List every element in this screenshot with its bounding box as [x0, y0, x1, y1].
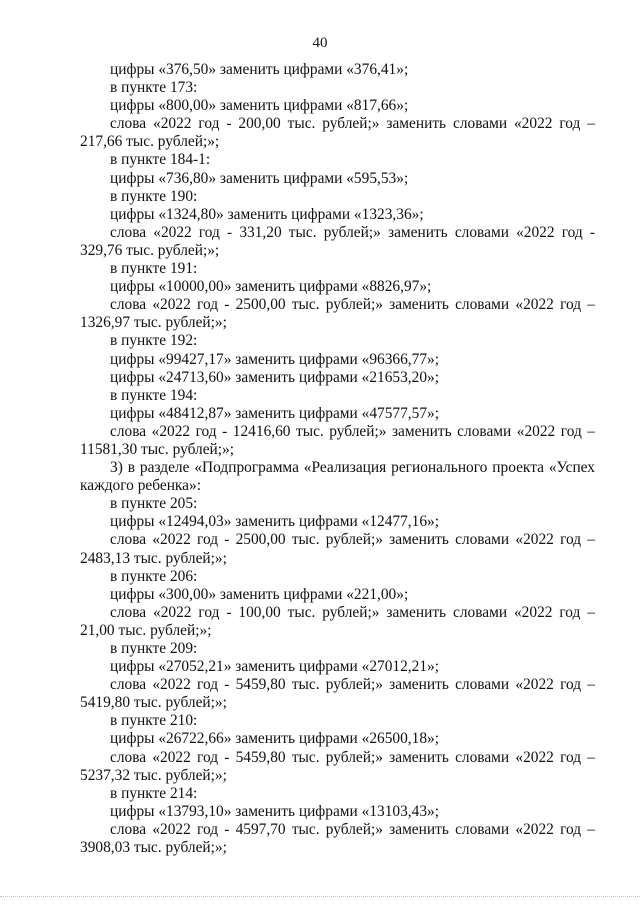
document-line: 3908,03 тыс. рублей;»;	[80, 839, 227, 857]
document-line: 5419,80 тыс. рублей;»;	[80, 694, 227, 712]
document-line: в пункте 184-1:	[110, 151, 211, 169]
document-line: 2483,13 тыс. рублей;»;	[80, 549, 227, 567]
document-line: слова «2022 год - 12416,60 тыс. рублей;» заменить словами «2022 год –	[110, 422, 595, 440]
document-line: цифры «800,00» заменить цифрами «817,66»;	[110, 97, 409, 115]
document-line: в пункте 190:	[110, 187, 198, 205]
document-line: в пункте 194:	[110, 386, 198, 404]
document-line: цифры «736,80» заменить цифрами «595,53»;	[110, 169, 409, 187]
document-line: в пункте 206:	[110, 567, 198, 585]
document-line: 217,66 тыс. рублей;»;	[80, 133, 220, 151]
document-line: в пункте 214:	[110, 784, 198, 802]
document-line: цифры «10000,00» заменить цифрами «8826,97»;	[110, 278, 432, 296]
document-line: цифры «48412,87» заменить цифрами «47577,57»;	[110, 404, 440, 422]
document-line: слова «2022 год - 4597,70 тыс. рублей;» заменить словами «2022 год –	[110, 820, 595, 838]
document-line: слова «2022 год - 200,00 тыс. рублей;» заменить словами «2022 год –	[110, 115, 595, 133]
document-line: цифры «26722,66» заменить цифрами «26500,18»;	[110, 730, 440, 748]
document-line: 1326,97 тыс. рублей;»;	[80, 314, 227, 332]
document-line: в пункте 191:	[110, 260, 198, 278]
document-line: 21,00 тыс. рублей;»;	[80, 621, 212, 639]
document-body	[80, 61, 595, 857]
document-line: в пункте 173:	[110, 79, 198, 97]
document-line: в пункте 210:	[110, 712, 198, 730]
document-line: цифры «12494,03» заменить цифрами «12477,16»;	[110, 513, 440, 531]
document-line: в пункте 205:	[110, 495, 198, 513]
document-line: слова «2022 год - 5459,80 тыс. рублей;» заменить словами «2022 год –	[110, 676, 595, 694]
document-line: в пункте 209:	[110, 640, 198, 657]
document-line: 5237,32 тыс. рублей;»;	[80, 766, 227, 784]
document-line: цифры «24713,60» заменить цифрами «21653,20»;	[110, 368, 440, 386]
document-line: в пункте 192:	[110, 332, 198, 350]
document-line: слова «2022 год - 100,00 тыс. рублей;» заменить словами «2022 год –	[110, 603, 595, 621]
document-line: 3) в разделе «Подпрограмма «Реализация регионального проекта «Успех	[110, 459, 595, 477]
document-line: 329,76 тыс. рублей;»;	[80, 241, 220, 259]
document-line: цифры «99427,17» заменить цифрами «96366,77»;	[110, 350, 440, 368]
document-line: цифры «13793,10» заменить цифрами «13103,43»;	[110, 802, 440, 820]
scan-edge-divider	[0, 896, 640, 899]
page-number: 40	[312, 35, 328, 51]
document-line: цифры «300,00» заменить цифрами «221,00»;	[110, 585, 409, 603]
document-line: каждого ребенка»:	[80, 477, 201, 495]
document-line: цифры «1324,80» заменить цифрами «1323,36»;	[110, 205, 424, 223]
document-line: цифры «376,50» заменить цифрами «376,41»;	[110, 61, 409, 78]
document-line: слова «2022 год - 331,20 тыс. рублей;» заменить словами «2022 год -	[110, 223, 595, 241]
document-line: слова «2022 год - 5459,80 тыс. рублей;» заменить словами «2022 год –	[110, 748, 595, 766]
document-line: цифры «27052,21» заменить цифрами «27012,21»;	[110, 658, 440, 676]
document-line: слова «2022 год - 2500,00 тыс. рублей;» заменить словами «2022 год –	[110, 531, 595, 549]
document-line: слова «2022 год - 2500,00 тыс. рублей;» заменить словами «2022 год –	[110, 296, 595, 314]
document-line: 11581,30 тыс. рублей;»;	[80, 440, 235, 458]
